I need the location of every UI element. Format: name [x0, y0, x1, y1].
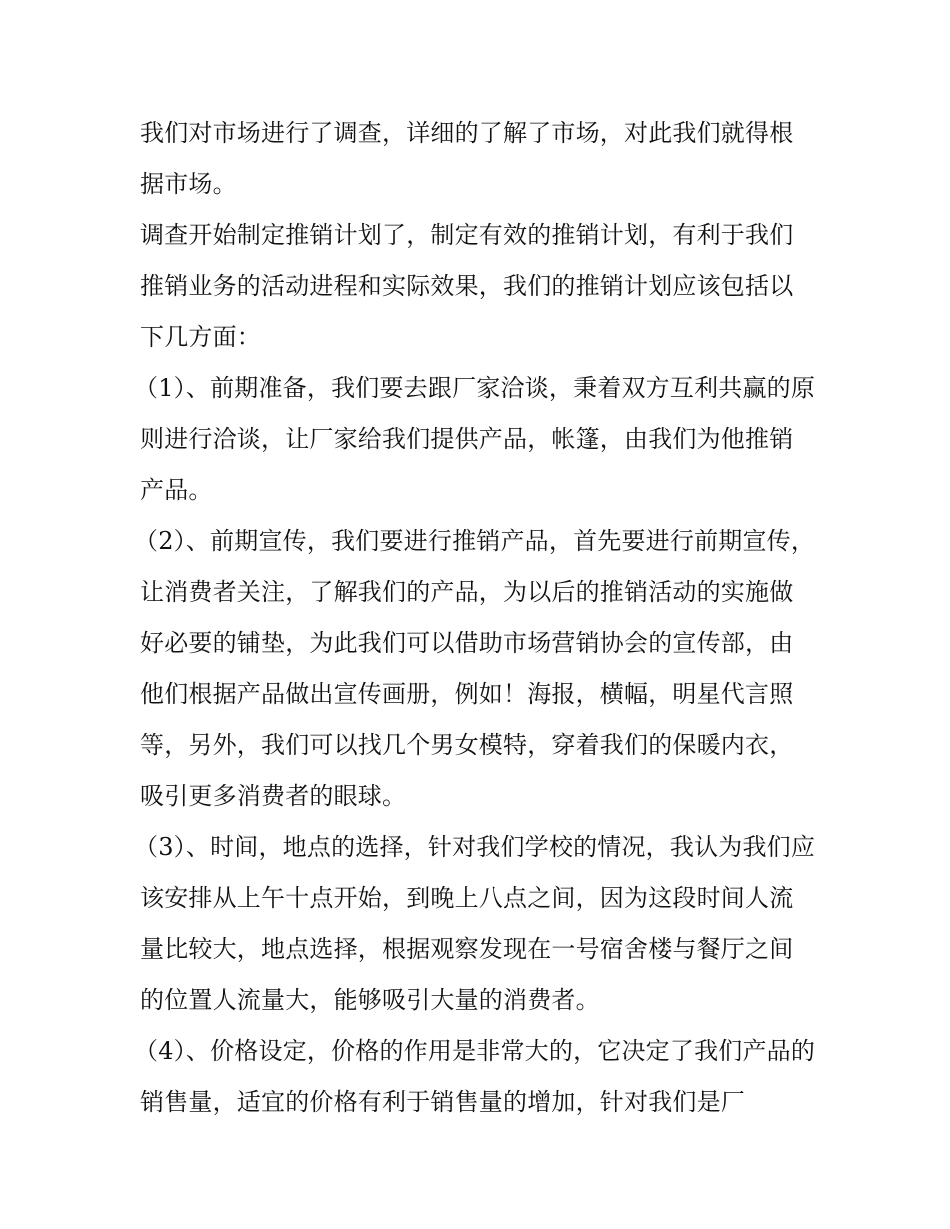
- paragraph-market-survey: 我们对市场进行了调查，详细的了解了市场，对此我们就得根据市场。: [140, 119, 794, 198]
- paragraph-sales-plan: 调查开始制定推销计划了，制定有效的推销计划，有利于我们推销业务的活动进程和实际效果，我们的推销计划应该包括以下几方面：: [140, 221, 794, 351]
- paragraph-item-2-promotion: （2）、前期宣传，我们要进行推销产品，首先要进行前期宣传，让消费者关注，了解我们的产品，为以后的推销活动的实施做好必要的铺垫，为此我们可以借助市场营销协会的宣传部，由他们根据产品做出宣传画册，例如！海报，横幅，明星代言照等，另外，我们可以找几个男女模特，穿着我们的保暖内衣，吸引更多消费者的眼球。: [134, 527, 816, 810]
- paragraph-item-1-preparation: （1）、前期准备，我们要去跟厂家洽谈，秉着双方互利共赢的原则进行洽谈，让厂家给我们提供产品，帐篷，由我们为他推销产品。: [134, 374, 816, 504]
- paragraph-item-4-pricing: （4）、价格设定，价格的作用是非常大的，它决定了我们产品的销售量，适宜的价格有利于销售量的增加，针对我们是厂: [134, 1037, 816, 1116]
- paragraph-item-3-time-location: （3）、时间，地点的选择，针对我们学校的情况，我认为我们应该安排从上午十点开始，到晚上八点之间，因为这段时间人流量比较大，地点选择，根据观察发现在一号宿舍楼与餐厅之间的位置人流量大，能够吸引大量的消费者。: [134, 833, 816, 1014]
- document-body: [134, 108, 816, 1128]
